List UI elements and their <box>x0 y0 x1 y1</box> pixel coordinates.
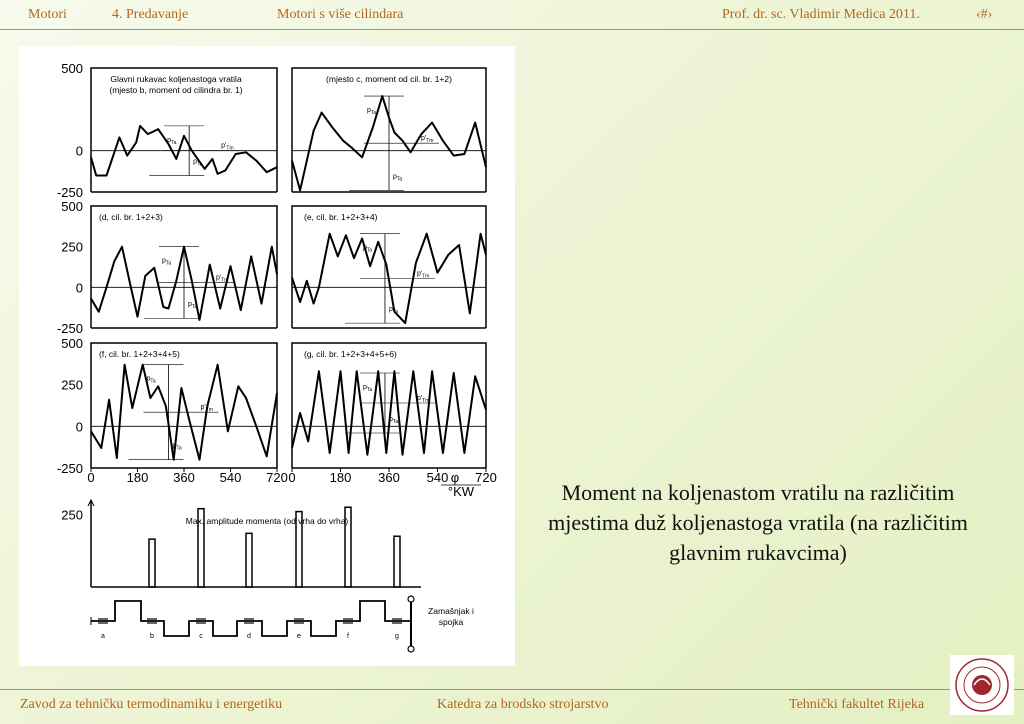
pta-label-lower: $p_{Ta}$ <box>193 158 203 168</box>
pta-label-lower: $p_{Ta}$ <box>188 301 198 311</box>
panel-frame <box>292 343 486 468</box>
pta-label-upper: $p_{Ta}$ <box>167 136 177 146</box>
pta-label-lower: $p_{Ta}$ <box>393 173 403 183</box>
panel-title-line2: (mjesto b, moment od cilindra br. 1) <box>109 85 243 95</box>
pta-label-upper: $p_{Ta}$ <box>146 375 156 385</box>
amplitude-bar <box>149 539 155 587</box>
amplitude-chart-title: Max. amplitude momenta (od vrha do vrha) <box>185 516 349 526</box>
x-tick-label: 0 <box>288 470 296 485</box>
x-axis-symbol: φ <box>450 470 460 485</box>
y-tick-label: 0 <box>75 280 83 296</box>
y-tick-label: 500 <box>61 336 83 351</box>
torque-diagrams <box>19 46 515 666</box>
shaft-position-label: c <box>199 633 203 640</box>
panel-title-line1: (mjesto c, moment od cil. br. 1+2) <box>326 74 452 84</box>
slide-number: ‹#› <box>976 7 993 22</box>
y-tick-label: 250 <box>61 239 83 255</box>
pta-label-upper: $p_{Ta}$ <box>162 257 172 267</box>
header-topic: Motori s više cilindara <box>277 7 404 22</box>
footer-faculty: Tehnički fakultet Rijeka <box>789 697 925 712</box>
ptm-label: $p'_{Tm}$ <box>216 274 229 284</box>
x-tick-label: 540 <box>426 470 449 485</box>
shaft-position-label: e <box>297 633 301 640</box>
shaft-position-label: b <box>150 633 154 640</box>
slide-header <box>0 0 1024 30</box>
shaft-position-label: d <box>247 633 251 640</box>
shaft-position-label: a <box>101 633 105 640</box>
ptm-label: $p'_{Tm}$ <box>416 270 430 280</box>
flywheel-label-line2: spojka <box>438 617 464 627</box>
shaft-position-label: f <box>347 633 349 640</box>
y-tick-label: 500 <box>61 61 83 76</box>
x-tick-label: 180 <box>329 470 352 485</box>
faculty-seal-logo <box>950 655 1014 715</box>
pta-label-lower: $p_{Ta}$ <box>172 442 182 452</box>
y-tick-label: 0 <box>75 419 83 435</box>
footer-rule <box>0 689 1024 690</box>
y-tick-label: -250 <box>56 185 83 200</box>
amplitude-bar <box>394 536 400 587</box>
pta-label-lower: $p_{Ta}$ <box>388 416 399 425</box>
amplitude-bar <box>246 533 252 587</box>
header-rule <box>0 29 1024 30</box>
ptm-label: $p'_{Tm}$ <box>421 135 434 145</box>
x-tick-label: 720 <box>475 470 497 485</box>
panel-title-line1: (g, cil. br. 1+2+3+4+5+6) <box>304 349 397 359</box>
x-tick-label: 360 <box>378 470 400 485</box>
x-tick-label: 180 <box>126 470 149 485</box>
panel-title-line1: (f, cil. br. 1+2+3+4+5) <box>99 349 180 359</box>
slide-caption: Moment na koljenastom vratilu na različitim mjestima duž koljenastoga vratila (na različitim glavnim rukavcima) <box>548 480 968 565</box>
torque-figure <box>19 46 515 666</box>
amplitude-y-tick-label: 250 <box>61 507 83 523</box>
pta-label-lower: $p_{Ta}$ <box>388 306 399 316</box>
x-axis-unit: °KW <box>447 484 475 499</box>
y-tick-label: -250 <box>56 321 83 336</box>
shaft-position-label: g <box>395 633 399 640</box>
torque-curve <box>292 371 486 454</box>
panel-title-line1: Glavni rukavac koljenastoga vratila <box>110 74 242 84</box>
footer-department: Zavod za tehničku termodinamiku i energetiku <box>20 697 283 712</box>
y-tick-label: 250 <box>61 377 83 393</box>
panel-title-line1: (e, cil. br. 1+2+3+4) <box>304 212 378 222</box>
ptm-label: $p'_{Tm}$ <box>416 395 430 404</box>
flywheel-label-line1: Zamašnjak i <box>428 606 474 616</box>
ptm-label: $p'_{Tm}$ <box>200 404 213 414</box>
y-tick-label: -250 <box>56 461 83 476</box>
flywheel-rim-top <box>408 596 414 602</box>
pta-label-upper: $p_{Ta}$ <box>362 244 373 254</box>
footer-chair: Katedra za brodsko strojarstvo <box>437 697 609 712</box>
y-tick-label: 500 <box>61 199 83 214</box>
header-author: Prof. dr. sc. Vladimir Medica 2011. <box>722 7 920 22</box>
flywheel-rim-bottom <box>408 646 414 652</box>
header-course: Motori <box>28 7 67 22</box>
x-tick-label: 0 <box>87 470 95 485</box>
y-tick-label: 0 <box>75 143 83 159</box>
header-lecture: 4. Predavanje <box>112 7 189 22</box>
pta-label-upper: $p_{Ta}$ <box>367 107 377 117</box>
x-tick-label: 360 <box>173 470 195 485</box>
pta-label-upper: $p_{Ta}$ <box>362 384 373 393</box>
panel-title-line1: (d, cil. br. 1+2+3) <box>99 212 163 222</box>
x-tick-label: 540 <box>219 470 242 485</box>
ptm-label: $p'_{Tm}$ <box>221 142 234 152</box>
x-tick-label: 720 <box>266 470 288 485</box>
